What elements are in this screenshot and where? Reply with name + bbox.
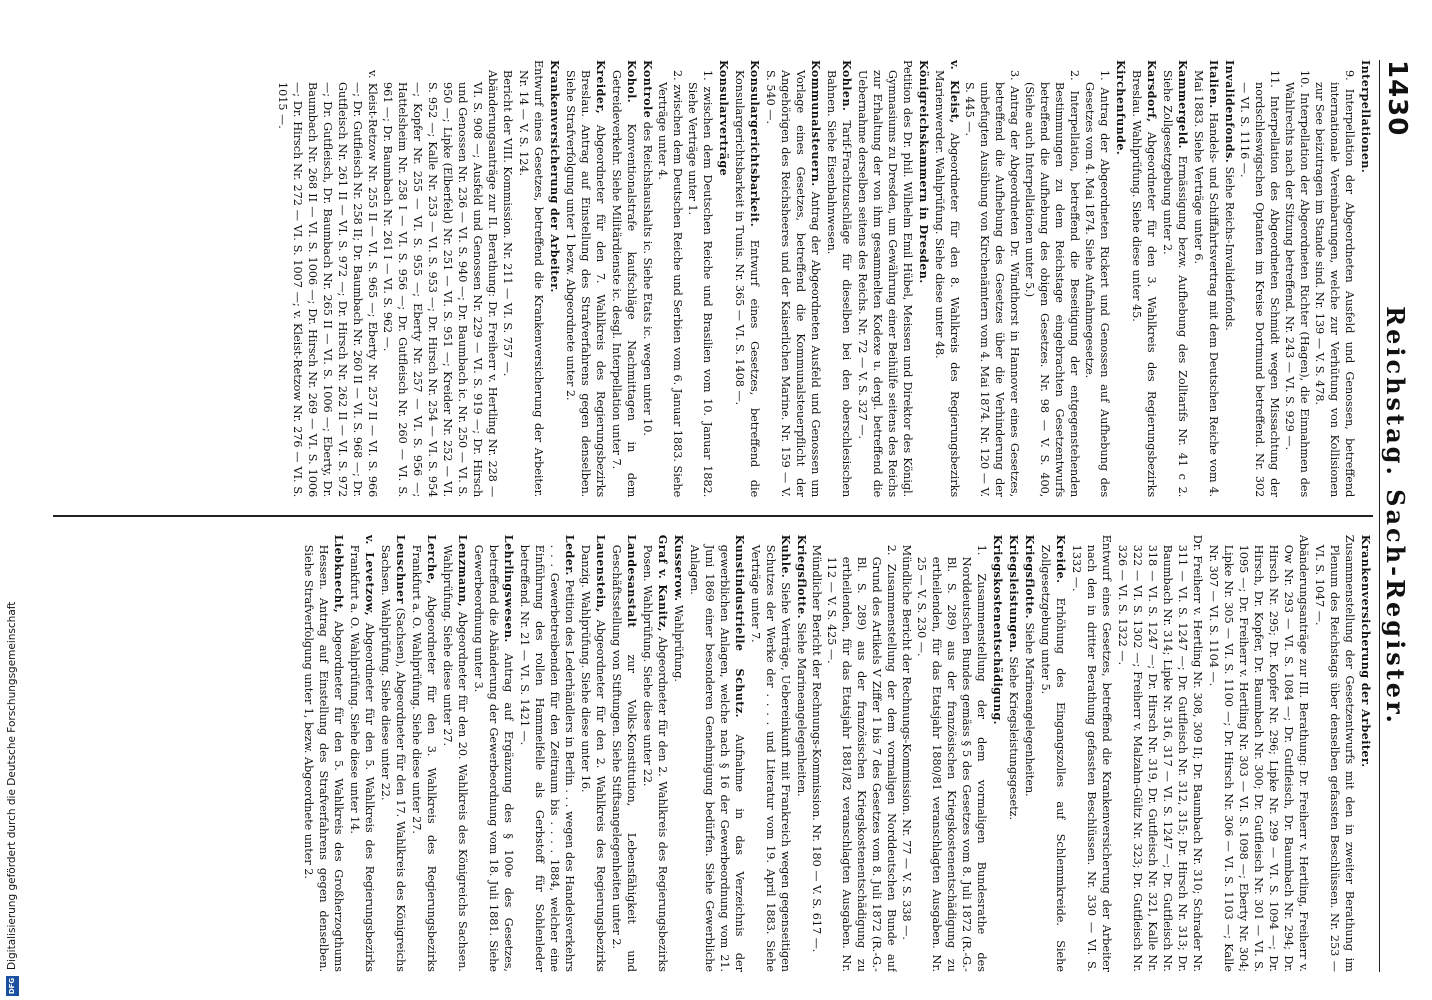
index-entry <box>301 535 346 972</box>
stamp-text: Digitalisierung gefördert durch die Deutsche Forschungsgemeinschaft <box>6 601 18 970</box>
right-column <box>53 535 1373 972</box>
index-entry <box>671 535 686 972</box>
index-entry <box>1358 535 1373 972</box>
entry-heading: Leder. <box>563 534 577 576</box>
index-subentry: 2. zwischen dem Deutschen Reiche und Serbien vom 6. Januar 1883. Siehe Verträge unter 4. <box>656 70 684 498</box>
index-entry <box>763 60 823 497</box>
index-entry <box>471 535 516 972</box>
entry-heading: Kreide. <box>1054 534 1068 584</box>
index-entry <box>578 535 608 972</box>
index-entry <box>687 535 747 972</box>
index-entry <box>609 60 639 497</box>
entry-heading: Kirchenfunde. <box>1114 60 1128 156</box>
entry-heading: Königreichskammern in Dresden. <box>917 60 931 284</box>
index-subentry: 9. Interpellation der Abgeordneten Ausfeld und Genossen, betreffend internationale Vereinbarungen, welche zur Verhütung von Kollisionen zur See beizutragen im Stande sind. Nr. 139 — V. S. 478. <box>1313 70 1356 498</box>
entry-text: Handels- und Schiffahrtsvertrag mit dem Deutschen Reiche vom 4. Mai 1883. Siehe Verträge unter 6. <box>1192 70 1220 498</box>
entry-text: Siehe Marineangelegenheiten. <box>1023 618 1036 797</box>
entry-text: Abgeordneter für den 8. Wahlkreis des Regierungsbezirks Marienwerder. Wahlprüfung. Siehe diese unter 48. <box>933 70 961 498</box>
index-entry <box>990 535 1005 972</box>
entry-text: Siehe Kriegsleistungsgesetz. <box>1007 652 1020 821</box>
index-entry <box>1191 60 1221 497</box>
index-entry <box>824 60 854 497</box>
entry-text: Erhöhung des Eingangszolles auf Schlemmkreide. Siehe Zollgesetzgebung unter 5. <box>1039 544 1067 972</box>
entry-text: zur Volks-Konstitution, Lebensfähigkeit und Geschäftsstellung von Stiftungen. Siehe Stiftsangelegenheiten unter 2. <box>610 544 638 972</box>
index-subentry: 1. Zusammenstellung der dem vormaligen Bundesrathe des Norddeutschen Bundes gemäss § 5 des Gesetzes vom 8. Juli 1872 (R.-G.-Bl. S. 289) aus der französischen Kriegskostenentschädigung zu ertheilenden, für das Etatsjahr 1880/81 veranschlagten Ausgaben. Nr. 25 — V. S. 230 —. <box>915 544 988 972</box>
entry-text: Ermässigung bezw. Aufhebung des Zolltarifs Nr. 41 c 2. Siehe Zollgesetzgebung unter 2. <box>1161 70 1189 498</box>
index-subentry: 2. Interpellation, betreffend die Beseitigung der entgegenstehenden Bestimmungen zu dem Reichstage eingebrachten Gesetzentwurfs betreffend die Aufhebung des obigen Gesetzes. Nr. 98 — V. S. 400, (Siehe auch Interpellationen unter 5.) <box>1023 70 1081 498</box>
index-entry <box>1113 60 1128 497</box>
index-entry <box>640 535 670 972</box>
index-subentry: Abänderungsanträge zur II. Berathung: Dr. Freiherr v. Hertling Nr. 228 — VI. S. 908 —; Ausfeld und Genossen Nr. 229 — VI. S. 919 —; Dr. Hirsch und Genossen Nr. 236 — VI. S. 940 —; Dr. Baumbach ic. Nr. 250 — VI. S. 950 —; Lipke (Elberfeld) Nr. 251 — VI. S. 951 —; Kreider Nr. 252 — VI. S. 952 —; Kalle Nr. 253 — VI. S. 953 —; Dr. Hirsch Nr. 254 — VI. S. 954 —; Kopfer Nr. 255 — VI. S. 955 —; Eberty Nr. 257 — VI. S. 956 —; Hattelsheim Nr. 258 I — VI. S. 956 —; Dr. Gutfleisch Nr. 260 — VI. S. 961 —; Dr. Baumbach Nr. 261 I — VI. S. 962 —. <box>381 70 499 498</box>
index-subentry: v. Kleist-Retzow Nr. 255 II — VI. S. 965 —; Eberty Nr. 257 II — VI. S. 966 —; Dr. Gutfleisch Nr. 258 II; Dr. Baumbach Nr. 260 II — VI. S. 968 —; Dr. Gutfleisch Nr. 261 II — VI. S. 972 —; Dr. Hirsch Nr. 262 II — VI. S. 972 —; Dr. Gutfleisch, Dr. Baumbach Nr. 265 II — VI. S. 1006 —; Eberty, Dr. Baumbach Nr. 268 II — VI. S. 1006 —; Dr. Hirsch Nr. 269 — VI. S. 1006 —; Dr. Hirsch Nr. 272 — VI. S. 1007 —; v. Kleist-Retzow Nr. 276 — VI. S. 1015 —. <box>276 70 379 498</box>
entry-heading: Krankenversicherung der Arbeiter. <box>548 60 562 293</box>
entry-text: Petition des Lederhändlers in Berlin . . . wegen des Handelsverkehrs . . . Gewerbetreibenden für den Zeitraum bis . . . . 1884, welcher eine Einführung des rollen Hammelfelle als Gerbstoff für Sohlenleder betreffend. Nr. 21 — VI. S. 1421 —. <box>518 544 576 972</box>
text-columns <box>53 60 1373 972</box>
page-header <box>1379 60 1414 972</box>
entry-heading: Kreider, <box>594 60 608 115</box>
index-subentry: 1. Antrag der Abgeordneten Rickert und Genossen auf Aufhebung des Gesetzes vom 4. Mai 1874. Siehe Aufnahmegesetze. <box>1083 70 1111 498</box>
index-entry <box>1022 535 1037 972</box>
index-entry <box>547 60 562 497</box>
entry-text: Antrag der Abgeordneten Ausfeld und Genossen um Vorlage eines Gesetzes, betreffend die Kommunalsteuerpflicht der Angehörigen des Reichsheeres und der Kaiserlichen Marine. Nr. 159 — V. S. 540 —. <box>764 70 822 498</box>
index-entry <box>378 535 408 972</box>
index-entry-text: Dr. Freiherr v. Hertling Nr. 308, 309 II; Dr. Baumbach Nr. 310; Schrader Nr. 311 — VI. S. 1247 —; Dr. Gutfleisch Nr. 312, 315; Dr. Hirsch Nr. 313; Dr. Baumbach Nr. 314; Lipke Nr. 316, 317 — VI. S. 1247 —; Dr. Gutfleisch Nr. 318 — VI. S. 1247 —; Dr. Hirsch Nr. 319, Dr. Gutfleisch Nr. 321, Kalle Nr. 322 — VI. S. 1302 —; Freiherr v. Malzahn-Gültz Nr. 323; Dr. Gutfleisch Nr. 326 — VI. S. 1322 —. <box>1116 534 1204 972</box>
index-entry <box>916 60 931 497</box>
entry-heading: v. Kleist, <box>948 60 962 124</box>
entry-heading: Kohlen. <box>840 60 854 112</box>
entry-heading: Kriegskostenentschädigung. <box>991 534 1005 725</box>
entry-heading: Lauenstein, <box>594 534 608 613</box>
index-entry <box>640 60 655 497</box>
entry-text: Wahlprüfung. <box>672 601 685 682</box>
entry-heading: Kriegsleistungen. <box>1007 534 1021 653</box>
index-subentry: 11. Interpellation des Abgeordneten Schmidt wegen Missachtung der nordschleswigschen Optanten im Kreise Dortmund betreffend. Nr. 302 — VI. S. 1116 —. <box>1238 70 1281 498</box>
entry-text: Aufnahme in das Verzeichnis der gewerblichen Anlagen, welche nach § 16 der Gewerbeordnung vom 21. Juni 1869 einer besonderen Genehmigung bedürfen. Siehe Gewerbliche Anlagen. <box>688 544 746 972</box>
entry-heading: Lenzmann, <box>456 534 470 608</box>
entry-text: Entwurf eines Gesetzes, betreffend die Konsulargerichtsbarkeit in Tunis. Nr. 365 — VI. S. 1408 —. <box>733 70 761 498</box>
entry-heading: v. Levetzow, <box>363 534 377 617</box>
entry-heading: Kriegsflotte. <box>1023 534 1037 619</box>
entry-text: Siehe Marineangelegenheiten. <box>795 618 808 797</box>
index-entry <box>748 535 793 972</box>
entry-text: Abgeordneter für den 7. Wahlkreis des Regierungsbezirks Breslau. Antrag auf Einstellung des Strafverfahrens gegen denselben. Siehe Strafverfolgung unter 1 bezw. Abgeordnete unter 2. <box>564 70 607 498</box>
index-entry-text: Entwurf eines Gesetzes, betreffend die Krankenversicherung der Arbeiter nach den in dritter Berathung gefassten Beschlüssen. Nr. 330 — VI. S. 1332 —. <box>1070 534 1113 972</box>
entry-heading: Konsularverträge <box>717 60 731 177</box>
index-subentry: 1. zwischen dem Deutschen Reiche und Brasilien vom 10. Januar 1882. Siehe Verträge unter 1. <box>686 70 714 498</box>
left-column <box>53 60 1373 497</box>
index-subentry: Mündliche Bericht der Rechnungs-Kommission. Nr. 77 — V. S. 338 —. <box>900 544 913 940</box>
index-entry-text: Entwurf eines Gesetzes, betreffend die Krankenversicherung der Arbeiter. Nr. 14 — V. S. 124. <box>517 60 545 498</box>
entry-text: Abgeordneter für den 5. Wahlkreis des Großherzogthums Hessen. Antrag auf Einstellung des Strafverfahrens gegen denselben. Siehe Strafverfolgung unter 1, bezw. Abgeordnete unter 2. <box>302 544 345 972</box>
entry-heading: Kuhle. <box>779 534 793 579</box>
index-subentry: 3. Antrag der Abgeordneten Dr. Windthorst in Hannover eines Gesetzes, betreffend die Aufhebung des Gesetzes über die Verhinderung der unbefugten Ausübung von Kirchenämtern vom 4. Mai 1874. Nr. 120 — V. S. 445 —. <box>963 70 1021 498</box>
entry-heading: Leuschner <box>394 534 408 604</box>
index-entry <box>1038 535 1068 972</box>
index-entry <box>409 535 439 972</box>
index-entry <box>794 535 809 972</box>
entry-heading: Kohol. <box>625 60 639 104</box>
page-number: 1430 <box>1382 60 1412 137</box>
entry-heading: Krankenversicherung der Arbeiter. <box>1359 534 1373 768</box>
running-head: Reichstag. Sach-Register. <box>1381 306 1410 726</box>
index-entry <box>1006 535 1021 972</box>
index-entry <box>563 60 608 497</box>
entry-text: Abgeordneter für den 5. Wahlkreis des Regierungsbezirks Frankfurt a. O. Wahlprüfung. Siehe diese unter 14. <box>348 544 376 972</box>
index-entry <box>609 535 639 972</box>
entry-heading: Kontrole <box>641 60 655 119</box>
entry-text: Siehe Reichs-Invalidenfonds. <box>1223 163 1236 331</box>
index-entry-text: Zusammenstellung der Gesetzentwurfs mit den in zweiter Berathung im Plenum des Reichstags über denselben gefassten Beschlüssen. Nr. 253 — VI. S. 1047 —. <box>1313 534 1356 972</box>
entry-heading: Kusserow. <box>672 534 686 602</box>
entry-text: Abgeordneter für den 3. Wahlkreis des Regierungsbezirks Frankfurt a. O. Wahlprüfung. Siehe diese unter 27. <box>410 544 438 972</box>
rotated-document-page <box>32 0 1432 1000</box>
entry-heading: Interpellationen. <box>1359 60 1373 174</box>
index-subentry: Mündlicher Bericht der Rechnungs-Kommission. Nr. 180 — V. S. 617 —. <box>810 544 823 953</box>
index-subentry: Bericht der VIII. Kommission. Nr. 211 — VI. S. 757 —. <box>501 70 514 377</box>
entry-text: Abgeordneter für den 2. Wahlkreis des Regierungsbezirks Posen. Wahlprüfung. Siehe diese unter 22. <box>641 544 669 972</box>
digitization-stamp <box>4 0 20 996</box>
index-entry-text: Petition des Dr. phil. Wilhelm Emil Hübel, Meissen und Direktor des Königl. Gymnasiums zu Dresden, um Gewährung einer Beihülfe seitens des Reichs zur Erhaltung der von ihm gesammelten Kodexe u. dergl. betreffend die Uebernahme derselben seitens des Reichs. Nr. 72 — V. S. 327 —. <box>856 60 914 498</box>
entry-text: Tarif-Frachtzuschläge für dieselben bei den oberschlesischen Bahnen. Siehe Eisenbahnwesen. <box>825 70 853 498</box>
entry-text: Abgeordneter für den 3. Wahlkreis des Regierungsbezirks Breslau. Wahlprüfung. Siehe diese unter 45. <box>1130 70 1158 498</box>
entry-heading: Karsdorf, <box>1145 60 1159 123</box>
index-entry <box>1222 60 1237 497</box>
entry-text: (Sachsen), Abgeordneter für den 17. Wahlkreis des Königreichs Sachsen. Wahlprüfung. Siehe diese unter 22. <box>379 544 407 972</box>
entry-text: des Reichshaushalts ic. Siehe Etats ic. wegen unter 10. <box>641 118 654 436</box>
index-entry <box>1160 60 1190 497</box>
index-entry <box>1358 60 1373 497</box>
index-entry <box>1129 60 1159 497</box>
index-entry <box>932 60 962 497</box>
entry-heading: Landesanstalt <box>625 534 639 628</box>
entry-heading: Kommunalsteuern. <box>809 60 823 187</box>
entry-heading: Italien. <box>1207 60 1221 109</box>
entry-heading: Kriegsflotte. <box>795 534 809 619</box>
column-divider <box>53 515 1373 517</box>
index-entry <box>716 60 731 497</box>
index-subentry: 2. Zusammenstellung der dem vormaligen Norddeutschen Bunde auf Grund des Artikels V Ziffer 1 bis 7 des Gesetzes vom 8. Juli 1872 (R.-G.-Bl. S. 289) aus der französischen Kriegskostenentschädigung zu ertheilenden, für das Etatsjahr 1881/82 veranschlagten Ausgaben. Nr. 112 — V. S. 425 —. <box>825 544 898 972</box>
entry-heading: Lehrlingswesen. <box>502 534 516 643</box>
index-entry <box>347 535 377 972</box>
dfg-logo-icon: DFG <box>6 976 19 996</box>
entry-heading: Graf v. Kanitz, <box>656 534 670 632</box>
entry-text: Siehe Verträge, Uebereinkunft mit Frankreich wegen gegenseitigen Schutzes der Werke der . . . . und Literatur vom 19. April 1883. Siehe Verträge unter 7. <box>749 544 792 972</box>
entry-heading: Konsulargerichtsbarkeit. <box>748 60 762 228</box>
entry-text: Konventionalstrafe kaufschläge Nachmittagen in dem Getreideverkehr. Siehe Militärdienste ic. desgl. Interpellation unter 7. <box>610 70 638 498</box>
index-entry <box>440 535 470 972</box>
entry-text: Antrag auf Ergänzung des § 100e des Gesetzes, betreffend die Abänderung der Gewerbeordnung vom 18. Juli 1881. Siehe Gewerbeordnung unter 3. <box>472 544 515 972</box>
entry-text: Abgeordneter für den 2. Wahlkreis des Regierungsbezirks Danzig. Wahlprüfung. Siehe diese unter 16. <box>579 544 607 972</box>
entry-text: Abgeordneter für den 20. Wahlkreis des Königreichs Sachsen. Wahlprüfung. Siehe diese unter 27. <box>441 544 469 972</box>
index-subentry: 10. Interpellation der Abgeordneten Richter (Hagen), die Einnahmen des Wahlrechts nach der Sitzung betreffend. Nr. 243 — VI. S. 929 —. <box>1283 70 1311 498</box>
entry-heading: Lerche, <box>425 534 439 585</box>
entry-heading: Invalidenfonds. <box>1223 60 1237 164</box>
index-entry <box>517 535 577 972</box>
entry-heading: Liebknecht, <box>332 534 346 614</box>
index-entry-text: Abänderungsanträge zur III. Berathung: Dr. Freiherr v. Hertling, Freiherr v. Ow Nr. 293 — VI. S. 1084 —; Dr. Gutfleisch, Dr. Baumbach Nr. 294; Dr. Hirsch Nr. 295; Dr. Kopfer Nr. 296; Lipke Nr. 299 — VI. S. 1094 —; Dr. Hirsch, Dr. Kopfer, Dr. Baumbach Nr. 300; Dr. Gutfleisch Nr. 301 — VI. S. 1095 —; Dr. Freiherr v. Hertling Nr. 303 — VI. S. 1098 —; Eberty Nr. 304; Lipke Nr. 305 — VI. S. 1100 —; Dr. Hirsch Nr. 306 — VI. S. 1103 —; Kalle Nr. 307 — VI. S. 1104 —. <box>1207 534 1310 972</box>
entry-heading: Kammergeld. <box>1176 60 1190 149</box>
index-entry <box>732 60 762 497</box>
entry-heading: Kunstindustrielle Schutz. <box>733 534 747 718</box>
